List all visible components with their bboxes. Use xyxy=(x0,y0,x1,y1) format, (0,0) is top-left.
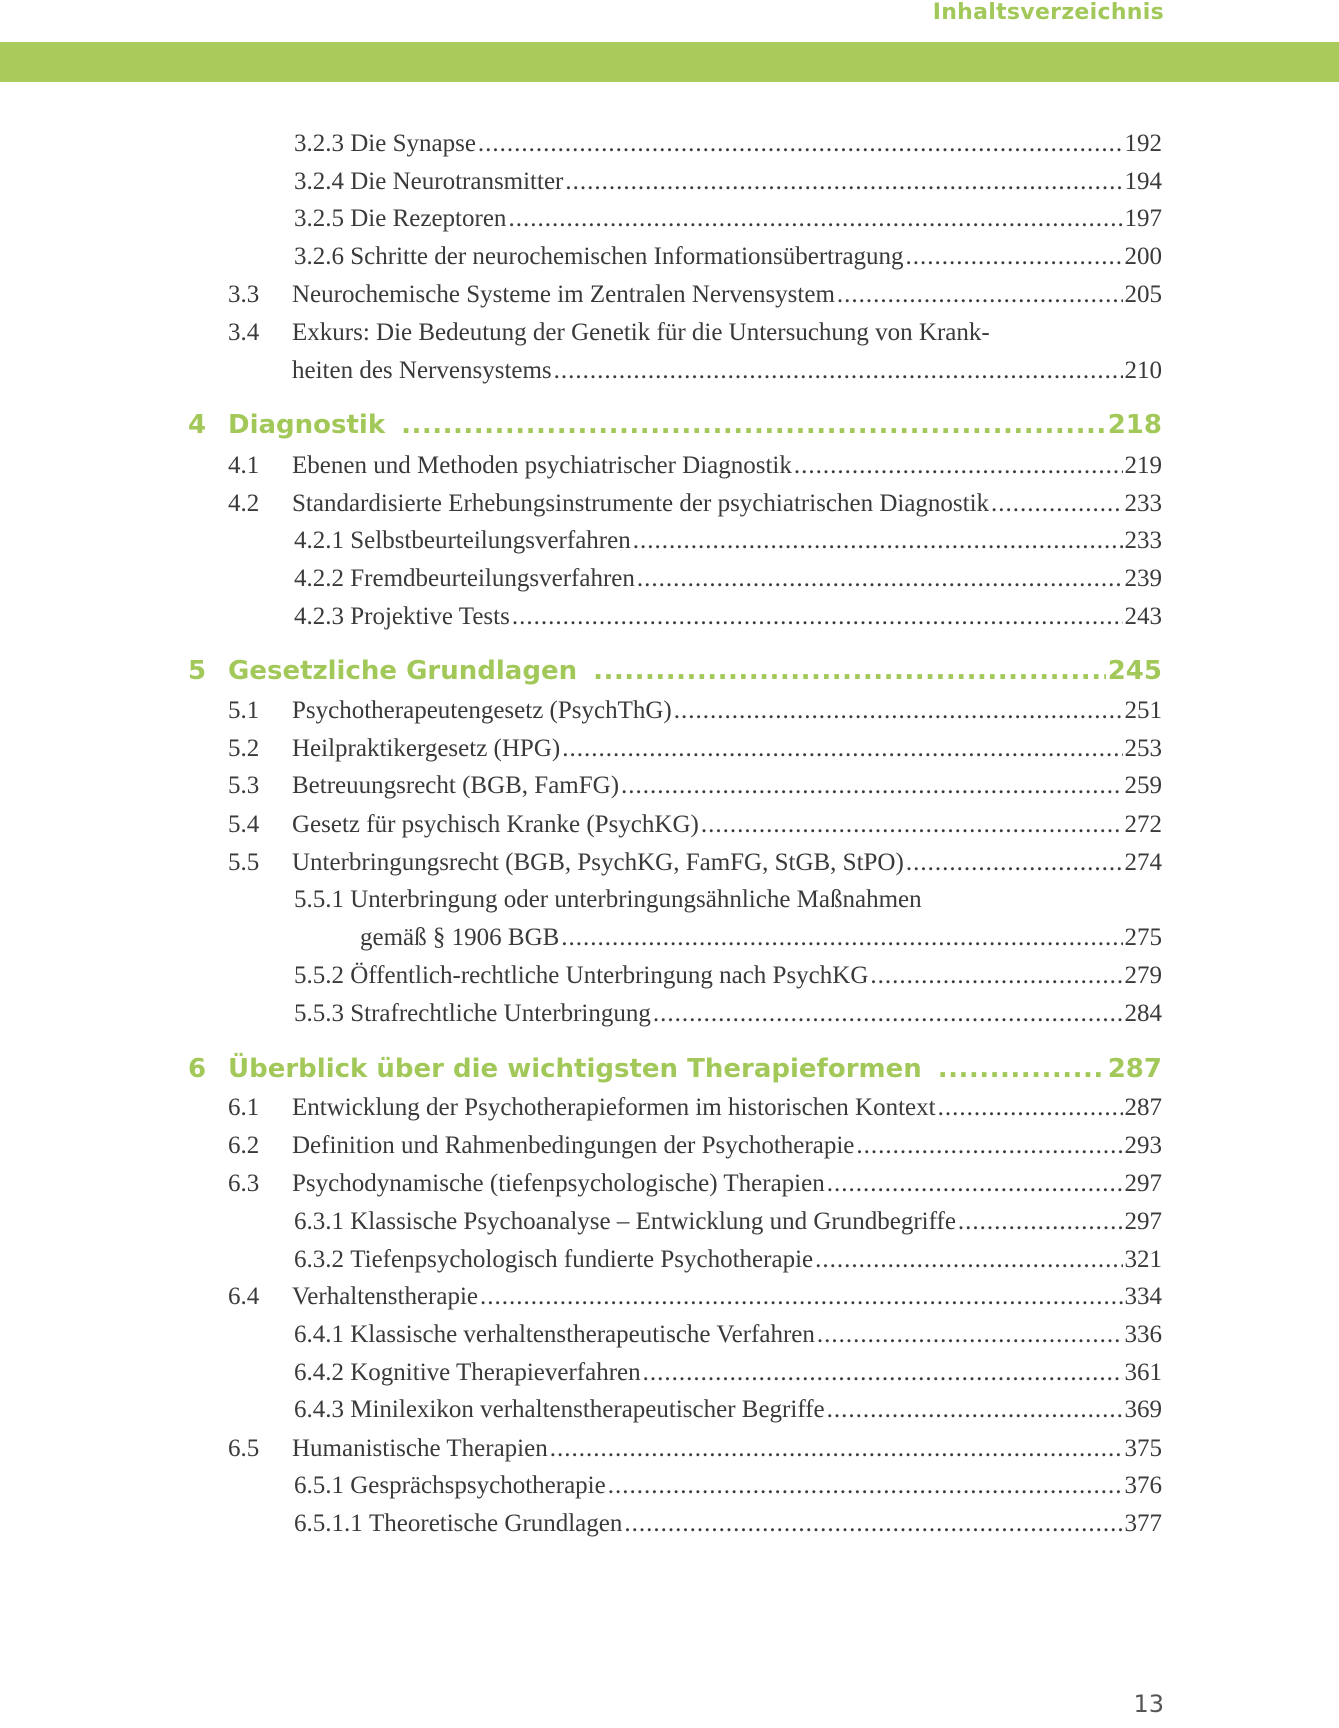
toc-entry-title: Die Neurotransmitter xyxy=(350,168,564,195)
toc-chapter-row xyxy=(0,405,1339,445)
toc-page-number: 251 xyxy=(1124,697,1162,724)
toc-entry-row xyxy=(0,1315,1339,1355)
toc-page-number: 361 xyxy=(1124,1359,1162,1386)
toc-entry-row xyxy=(0,766,1339,806)
dot-leader xyxy=(608,1466,1123,1506)
toc-entry-row xyxy=(0,521,1339,561)
toc-entry-title: Heilpraktikergesetz (HPG) xyxy=(292,735,561,762)
toc-entry-row xyxy=(0,691,1339,731)
toc-page-number: 239 xyxy=(1124,565,1162,592)
toc-entry-line xyxy=(292,691,1162,731)
toc-entry-line xyxy=(294,521,1162,561)
toc-entry-number: 5 xyxy=(188,656,207,686)
toc-entry-row xyxy=(0,313,1339,353)
toc-page-number: 243 xyxy=(1124,603,1162,630)
toc-entry-line xyxy=(294,994,1162,1034)
toc-entry-title: Schritte der neurochemischen Informationsübertragung xyxy=(350,243,904,270)
toc-entry-row xyxy=(0,729,1339,769)
dot-leader xyxy=(701,805,1123,845)
toc-entry-row xyxy=(0,597,1339,637)
toc-entry-line xyxy=(294,1504,1162,1544)
toc-entry-title: Projektive Tests xyxy=(350,603,510,630)
toc-entry-number: 4.2.1 xyxy=(294,527,344,554)
toc-entry-title: Neurochemische Systeme im Zentralen Nervensystem xyxy=(292,281,835,308)
toc-entry-number: 6.2 xyxy=(228,1132,260,1159)
toc-page-number: 297 xyxy=(1124,1170,1162,1197)
toc-entry-row xyxy=(0,1240,1339,1280)
toc-entry-number: 5.5.2 xyxy=(294,962,344,989)
toc-entry-line xyxy=(294,1466,1162,1506)
toc-entry-title: Gesprächspsychotherapie xyxy=(350,1472,606,1499)
toc-entry-number: 6.1 xyxy=(228,1094,260,1121)
toc-entry-title: Diagnostik xyxy=(228,410,386,440)
toc-entry-line xyxy=(228,1049,1162,1089)
toc-entry-line xyxy=(294,559,1162,599)
toc-entry-row xyxy=(0,237,1339,277)
dot-leader xyxy=(906,237,1123,277)
toc-entry-row xyxy=(0,484,1339,524)
toc-entry-line xyxy=(228,651,1162,691)
toc-entry-row xyxy=(0,351,1339,391)
dot-leader xyxy=(674,691,1123,731)
toc-page-number: 334 xyxy=(1124,1283,1162,1310)
toc-page-number: 197 xyxy=(1124,205,1162,232)
toc-entry-line xyxy=(294,124,1162,164)
toc-entry-number: 6.5 xyxy=(228,1435,260,1462)
toc-entry-line xyxy=(294,880,922,920)
dot-leader xyxy=(565,162,1122,202)
dot-leader xyxy=(512,597,1123,637)
dot-leader xyxy=(401,405,1106,445)
dot-leader xyxy=(958,1202,1123,1242)
dot-leader xyxy=(817,1315,1123,1355)
toc-entry-number: 6.3 xyxy=(228,1170,260,1197)
toc-entry-title: Verhaltenstherapie xyxy=(292,1283,479,1310)
dot-leader xyxy=(870,956,1122,996)
toc-entry-title: Standardisierte Erhebungsinstrumente der psychiatrischen Diagnostik xyxy=(292,490,990,517)
toc-entry-row xyxy=(0,918,1339,958)
toc-entry-title: Humanistische Therapien xyxy=(292,1435,548,1462)
toc-entry-number: 5.5 xyxy=(228,849,260,876)
toc-entry-title: Fremdbeurteilungsverfahren xyxy=(350,565,635,592)
toc-entry-line xyxy=(294,597,1162,637)
toc-chapter-row xyxy=(0,1049,1339,1089)
page-number: 13 xyxy=(1133,1690,1164,1718)
dot-leader xyxy=(991,484,1122,524)
toc-entry-line xyxy=(294,162,1162,202)
toc-entry-row xyxy=(0,994,1339,1034)
toc-entry-number: 6 xyxy=(188,1054,207,1084)
toc-entry-row xyxy=(0,1429,1339,1469)
toc-entry-number: 5.5.1 xyxy=(294,886,344,913)
toc-entry-line xyxy=(292,351,1162,391)
toc-entry-row xyxy=(0,446,1339,486)
toc-entry-number: 4 xyxy=(188,410,207,440)
toc-entry-line xyxy=(360,918,1162,958)
dot-leader xyxy=(653,994,1123,1034)
dot-leader xyxy=(827,1390,1123,1430)
toc-entry-number: 3.4 xyxy=(228,319,260,346)
toc-entry-title: Exkurs: Die Bedeutung der Genetik für die Untersuchung von Krank- xyxy=(292,319,990,346)
toc-entry-number: 3.2.3 xyxy=(294,130,344,157)
toc-entry-row xyxy=(0,124,1339,164)
toc-entry-row xyxy=(0,880,1339,920)
toc-entry-title: Die Synapse xyxy=(350,130,476,157)
toc-entry-line xyxy=(228,405,1162,445)
toc-entry-row xyxy=(0,1088,1339,1128)
toc-entry-title: gemäß § 1906 BGB xyxy=(360,924,560,951)
dot-leader xyxy=(938,1088,1123,1128)
toc-entry-title: Minilexikon verhaltenstherapeutischer Begriffe xyxy=(350,1396,825,1423)
toc-entry-line xyxy=(292,275,1162,315)
toc-entry-row xyxy=(0,1126,1339,1166)
toc-entry-line xyxy=(294,956,1162,996)
toc-entry-line xyxy=(292,313,990,353)
toc-entry-number: 6.4.3 xyxy=(294,1396,344,1423)
toc-entry-line xyxy=(294,1240,1162,1280)
toc-page-number: 336 xyxy=(1124,1321,1162,1348)
toc-page-number: 284 xyxy=(1124,1000,1162,1027)
dot-leader xyxy=(633,521,1123,561)
toc-page-number: 194 xyxy=(1124,168,1162,195)
toc-page-number: 279 xyxy=(1124,962,1162,989)
toc-entry-number: 3.3 xyxy=(228,281,260,308)
toc-page-number: 274 xyxy=(1124,849,1162,876)
toc-entry-line xyxy=(294,1315,1162,1355)
toc-page-number: 275 xyxy=(1124,924,1162,951)
toc-entry-number: 4.1 xyxy=(228,452,260,479)
toc-entry-title: Die Rezeptoren xyxy=(350,205,507,232)
toc-page-number: 297 xyxy=(1124,1208,1162,1235)
toc-entry-number: 6.4 xyxy=(228,1283,260,1310)
toc-entry-row xyxy=(0,275,1339,315)
toc-entry-row xyxy=(0,843,1339,883)
toc-page-number: 375 xyxy=(1124,1435,1162,1462)
toc-entry-title: Gesetz für psychisch Kranke (PsychKG) xyxy=(292,811,699,838)
toc-entry-number: 5.3 xyxy=(228,772,260,799)
dot-leader xyxy=(906,843,1123,883)
toc-entry-title: Unterbringung oder unterbringungsähnliche Maßnahmen xyxy=(350,886,922,913)
toc-entry-line xyxy=(292,1429,1162,1469)
toc-entry-title: heiten des Nervensystems xyxy=(292,357,552,384)
toc-entry-number: 6.4.1 xyxy=(294,1321,344,1348)
toc-page-number: 259 xyxy=(1124,772,1162,799)
toc-page-number: 192 xyxy=(1124,130,1162,157)
toc-entry-number: 3.2.4 xyxy=(294,168,344,195)
toc-page-number: 272 xyxy=(1124,811,1162,838)
running-head-title: Inhaltsverzeichnis xyxy=(932,0,1164,25)
toc-entry-title: Öffentlich-rechtliche Unterbringung nach PsychKG xyxy=(350,962,869,989)
toc-entry-row xyxy=(0,1504,1339,1544)
toc-page-number: 233 xyxy=(1124,490,1162,517)
toc-entry-row xyxy=(0,956,1339,996)
toc-entry-title: Psychodynamische (tiefenpsychologische) Therapien xyxy=(292,1170,825,1197)
toc-entry-row xyxy=(0,1164,1339,1204)
dot-leader xyxy=(550,1429,1123,1469)
toc-entry-line xyxy=(292,843,1162,883)
dot-leader xyxy=(637,559,1123,599)
toc-page-number: 210 xyxy=(1124,357,1162,384)
dot-leader xyxy=(643,1353,1123,1393)
toc-entry-line xyxy=(292,1088,1162,1128)
toc-entry-title: Überblick über die wichtigsten Therapieformen xyxy=(228,1054,922,1084)
toc-entry-title: Psychotherapeutengesetz (PsychThG) xyxy=(292,697,672,724)
toc-entry-line xyxy=(294,237,1162,277)
toc-entry-title: Klassische Psychoanalyse – Entwicklung und Grundbegriffe xyxy=(350,1208,956,1235)
toc-entry-title: Selbstbeurteilungsverfahren xyxy=(350,527,631,554)
dot-leader xyxy=(621,766,1122,806)
toc-entry-number: 5.5.3 xyxy=(294,1000,344,1027)
toc-entry-title: Klassische verhaltenstherapeutische Verfahren xyxy=(350,1321,815,1348)
toc-entry-number: 3.2.6 xyxy=(294,243,344,270)
dot-leader xyxy=(624,1504,1122,1544)
dot-leader xyxy=(794,446,1123,486)
toc-entry-line xyxy=(294,1353,1162,1393)
toc-entry-row xyxy=(0,805,1339,845)
toc-page-number: 253 xyxy=(1124,735,1162,762)
toc-entry-line xyxy=(294,1202,1162,1242)
dot-leader xyxy=(856,1126,1122,1166)
toc-page-number: 369 xyxy=(1124,1396,1162,1423)
toc-entry-title: Unterbringungsrecht (BGB, PsychKG, FamFG, StGB, StPO) xyxy=(292,849,904,876)
header-band xyxy=(0,42,1339,82)
dot-leader xyxy=(827,1164,1123,1204)
toc-entry-line xyxy=(294,1390,1162,1430)
dot-leader xyxy=(478,124,1123,164)
toc-entry-line xyxy=(292,1164,1162,1204)
toc-entry-line xyxy=(292,766,1162,806)
toc-entry-title: Strafrechtliche Unterbringung xyxy=(350,1000,651,1027)
dot-leader xyxy=(561,918,1122,958)
toc-page-number: 287 xyxy=(1124,1094,1162,1121)
dot-leader xyxy=(480,1277,1122,1317)
toc-entry-number: 6.5.1.1 xyxy=(294,1510,363,1537)
toc-page-number: 200 xyxy=(1124,243,1162,270)
toc-entry-line xyxy=(292,1126,1162,1166)
toc-entry-row xyxy=(0,1202,1339,1242)
toc-entry-number: 5.4 xyxy=(228,811,260,838)
toc-entry-row xyxy=(0,162,1339,202)
dot-leader xyxy=(562,729,1122,769)
dot-leader xyxy=(938,1049,1106,1089)
toc-entry-line xyxy=(292,805,1162,845)
dot-leader xyxy=(815,1240,1122,1280)
dot-leader xyxy=(593,651,1106,691)
toc-entry-title: Gesetzliche Grundlagen xyxy=(228,656,578,686)
toc-page-number: 218 xyxy=(1107,410,1162,440)
toc-page-number: 287 xyxy=(1107,1054,1162,1084)
toc-entry-line xyxy=(292,729,1162,769)
toc-chapter-row xyxy=(0,651,1339,691)
toc-entry-title: Definition und Rahmenbedingungen der Psychotherapie xyxy=(292,1132,855,1159)
dot-leader xyxy=(837,275,1123,315)
toc-entry-title: Entwicklung der Psychotherapieformen im historischen Kontext xyxy=(292,1094,936,1121)
toc-entry-number: 3.2.5 xyxy=(294,205,344,232)
toc-entry-number: 6.3.1 xyxy=(294,1208,344,1235)
toc-entry-row xyxy=(0,1390,1339,1430)
toc-entry-row xyxy=(0,1466,1339,1506)
toc-entry-row xyxy=(0,559,1339,599)
toc-page-number: 376 xyxy=(1124,1472,1162,1499)
toc-page-number: 233 xyxy=(1124,527,1162,554)
dot-leader xyxy=(554,351,1123,391)
toc-entry-number: 6.5.1 xyxy=(294,1472,344,1499)
toc-entry-line xyxy=(292,484,1162,524)
toc-page-number: 293 xyxy=(1124,1132,1162,1159)
toc-page-number: 377 xyxy=(1124,1510,1162,1537)
toc-entry-title: Kognitive Therapieverfahren xyxy=(350,1359,641,1386)
toc-page-number: 219 xyxy=(1124,452,1162,479)
toc-entry-row xyxy=(0,199,1339,239)
toc-entry-title: Ebenen und Methoden psychiatrischer Diagnostik xyxy=(292,452,792,479)
toc-page-number: 321 xyxy=(1124,1246,1162,1273)
toc-entry-row xyxy=(0,1277,1339,1317)
toc-entry-number: 6.3.2 xyxy=(294,1246,344,1273)
toc-entry-title: Theoretische Grundlagen xyxy=(369,1510,623,1537)
toc-entry-number: 4.2.2 xyxy=(294,565,344,592)
toc-entry-number: 6.4.2 xyxy=(294,1359,344,1386)
toc-page-number: 245 xyxy=(1107,656,1162,686)
toc-entry-number: 5.2 xyxy=(228,735,260,762)
toc-entry-line xyxy=(294,199,1162,239)
dot-leader xyxy=(508,199,1122,239)
toc-entry-line xyxy=(292,1277,1162,1317)
toc-entry-line xyxy=(292,446,1162,486)
toc-entry-number: 5.1 xyxy=(228,697,260,724)
toc-entry-number: 4.2.3 xyxy=(294,603,344,630)
toc-page-number: 205 xyxy=(1124,281,1162,308)
toc-entry-row xyxy=(0,1353,1339,1393)
toc-entry-title: Betreuungsrecht (BGB, FamFG) xyxy=(292,772,620,799)
toc-entry-title: Tiefenpsychologisch fundierte Psychotherapie xyxy=(350,1246,814,1273)
toc-entry-number: 4.2 xyxy=(228,490,260,517)
